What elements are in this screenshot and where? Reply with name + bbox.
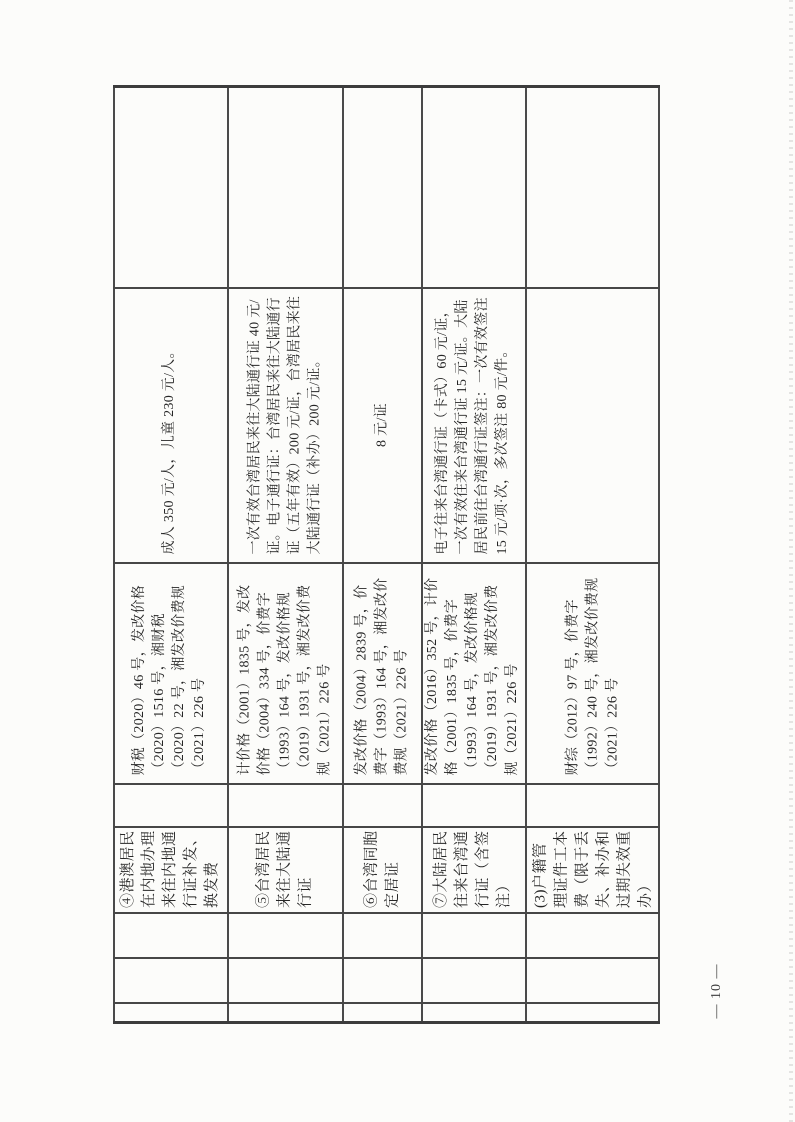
grid-line (113, 912, 660, 914)
cell-fee-basis-row2 (227, 562, 342, 783)
fee-basis-text: 发改价格（2004）2839 号，价费字（1993）164 号，湘发改价费规（2021）226 号 (353, 577, 409, 775)
cell-fee-standard-row1 (113, 287, 227, 562)
cell-item-name-row5 (525, 826, 660, 912)
item-name-text: ⑦大陆居民往来台湾通行证（含签注） (433, 830, 512, 908)
grid-line (113, 1021, 660, 1024)
scan-edge-artifact (789, 0, 793, 1122)
cell-fee-basis-row4 (421, 562, 525, 783)
grid-line (113, 783, 660, 785)
item-name-text: (3)户籍管理证件工本费（限于丢失、补办和过期失效重办） (531, 830, 653, 908)
fee-basis-text: 财综（2012）97 号，价费字（1992）240 号，湘发改价费规（2021）226 号 (564, 577, 620, 775)
fee-standard-text: 电子往来台湾通行证（卡式）60 元/证，一次有效往来台湾通行证 15 元/证。大陆居民前往台湾通行证签注：一次有效签注 15 元/项·次，多次签注 80 元/件。 (435, 296, 510, 554)
page-number-text: — 10 — (709, 963, 724, 1019)
fee-standard-text: 一次有效台湾居民来往大陆通行证 40 元/证。电子通行证：台湾居民来往大陆通行证（五年有效）200 元/证，台湾居民来往大陆通行证（补办）200 元/证。 (246, 295, 322, 554)
cell-item-name-row1 (113, 826, 227, 912)
fee-standard-text: 成人 350 元/人，儿童 230 元/人。 (162, 343, 177, 554)
item-name-text: ④港澳居民在内地办理来往内地通行证补发、换发费 (119, 830, 220, 908)
grid-line (113, 1002, 660, 1004)
fee-basis-text: 计价格（2001）1835 号，发改价格（2004）334 号，价费字（1993）164 号，发改价格规（2019）1931 号，湘发改价费规（2021）226 号 (236, 584, 332, 775)
cell-item-name-row2 (227, 826, 342, 912)
cell-fee-basis-row5 (525, 562, 660, 783)
item-name-text: ⑤台湾居民来往大陆通行证 (255, 830, 313, 908)
cell-fee-standard-row3 (342, 287, 421, 562)
grid-line (113, 85, 660, 88)
fee-standard-text: 8 元/证 (373, 402, 389, 447)
item-name-text: ⑥台湾同胞定居证 (362, 830, 400, 908)
cell-fee-standard-row4 (421, 287, 525, 562)
cell-fee-basis-row3 (342, 562, 421, 783)
fee-basis-text: 发改价格（2016）352 号，计价格（2001）1835 号，价费字（1993）164 号，发改价格规（2019）1931 号，湘发改价费规（2021）226 号 (425, 577, 520, 775)
grid-line (113, 957, 660, 959)
cell-item-name-row4 (421, 826, 525, 912)
cell-fee-standard-row2 (227, 287, 342, 562)
cell-fee-basis-row1 (113, 562, 227, 783)
cell-item-name-row3 (342, 826, 421, 912)
fee-basis-text: 财税（2020）46 号，发改价格（2020）1516 号，湘财税（2020）22 号，湘发改价费规（2021）226 号 (132, 584, 207, 775)
page-number (700, 958, 734, 1024)
